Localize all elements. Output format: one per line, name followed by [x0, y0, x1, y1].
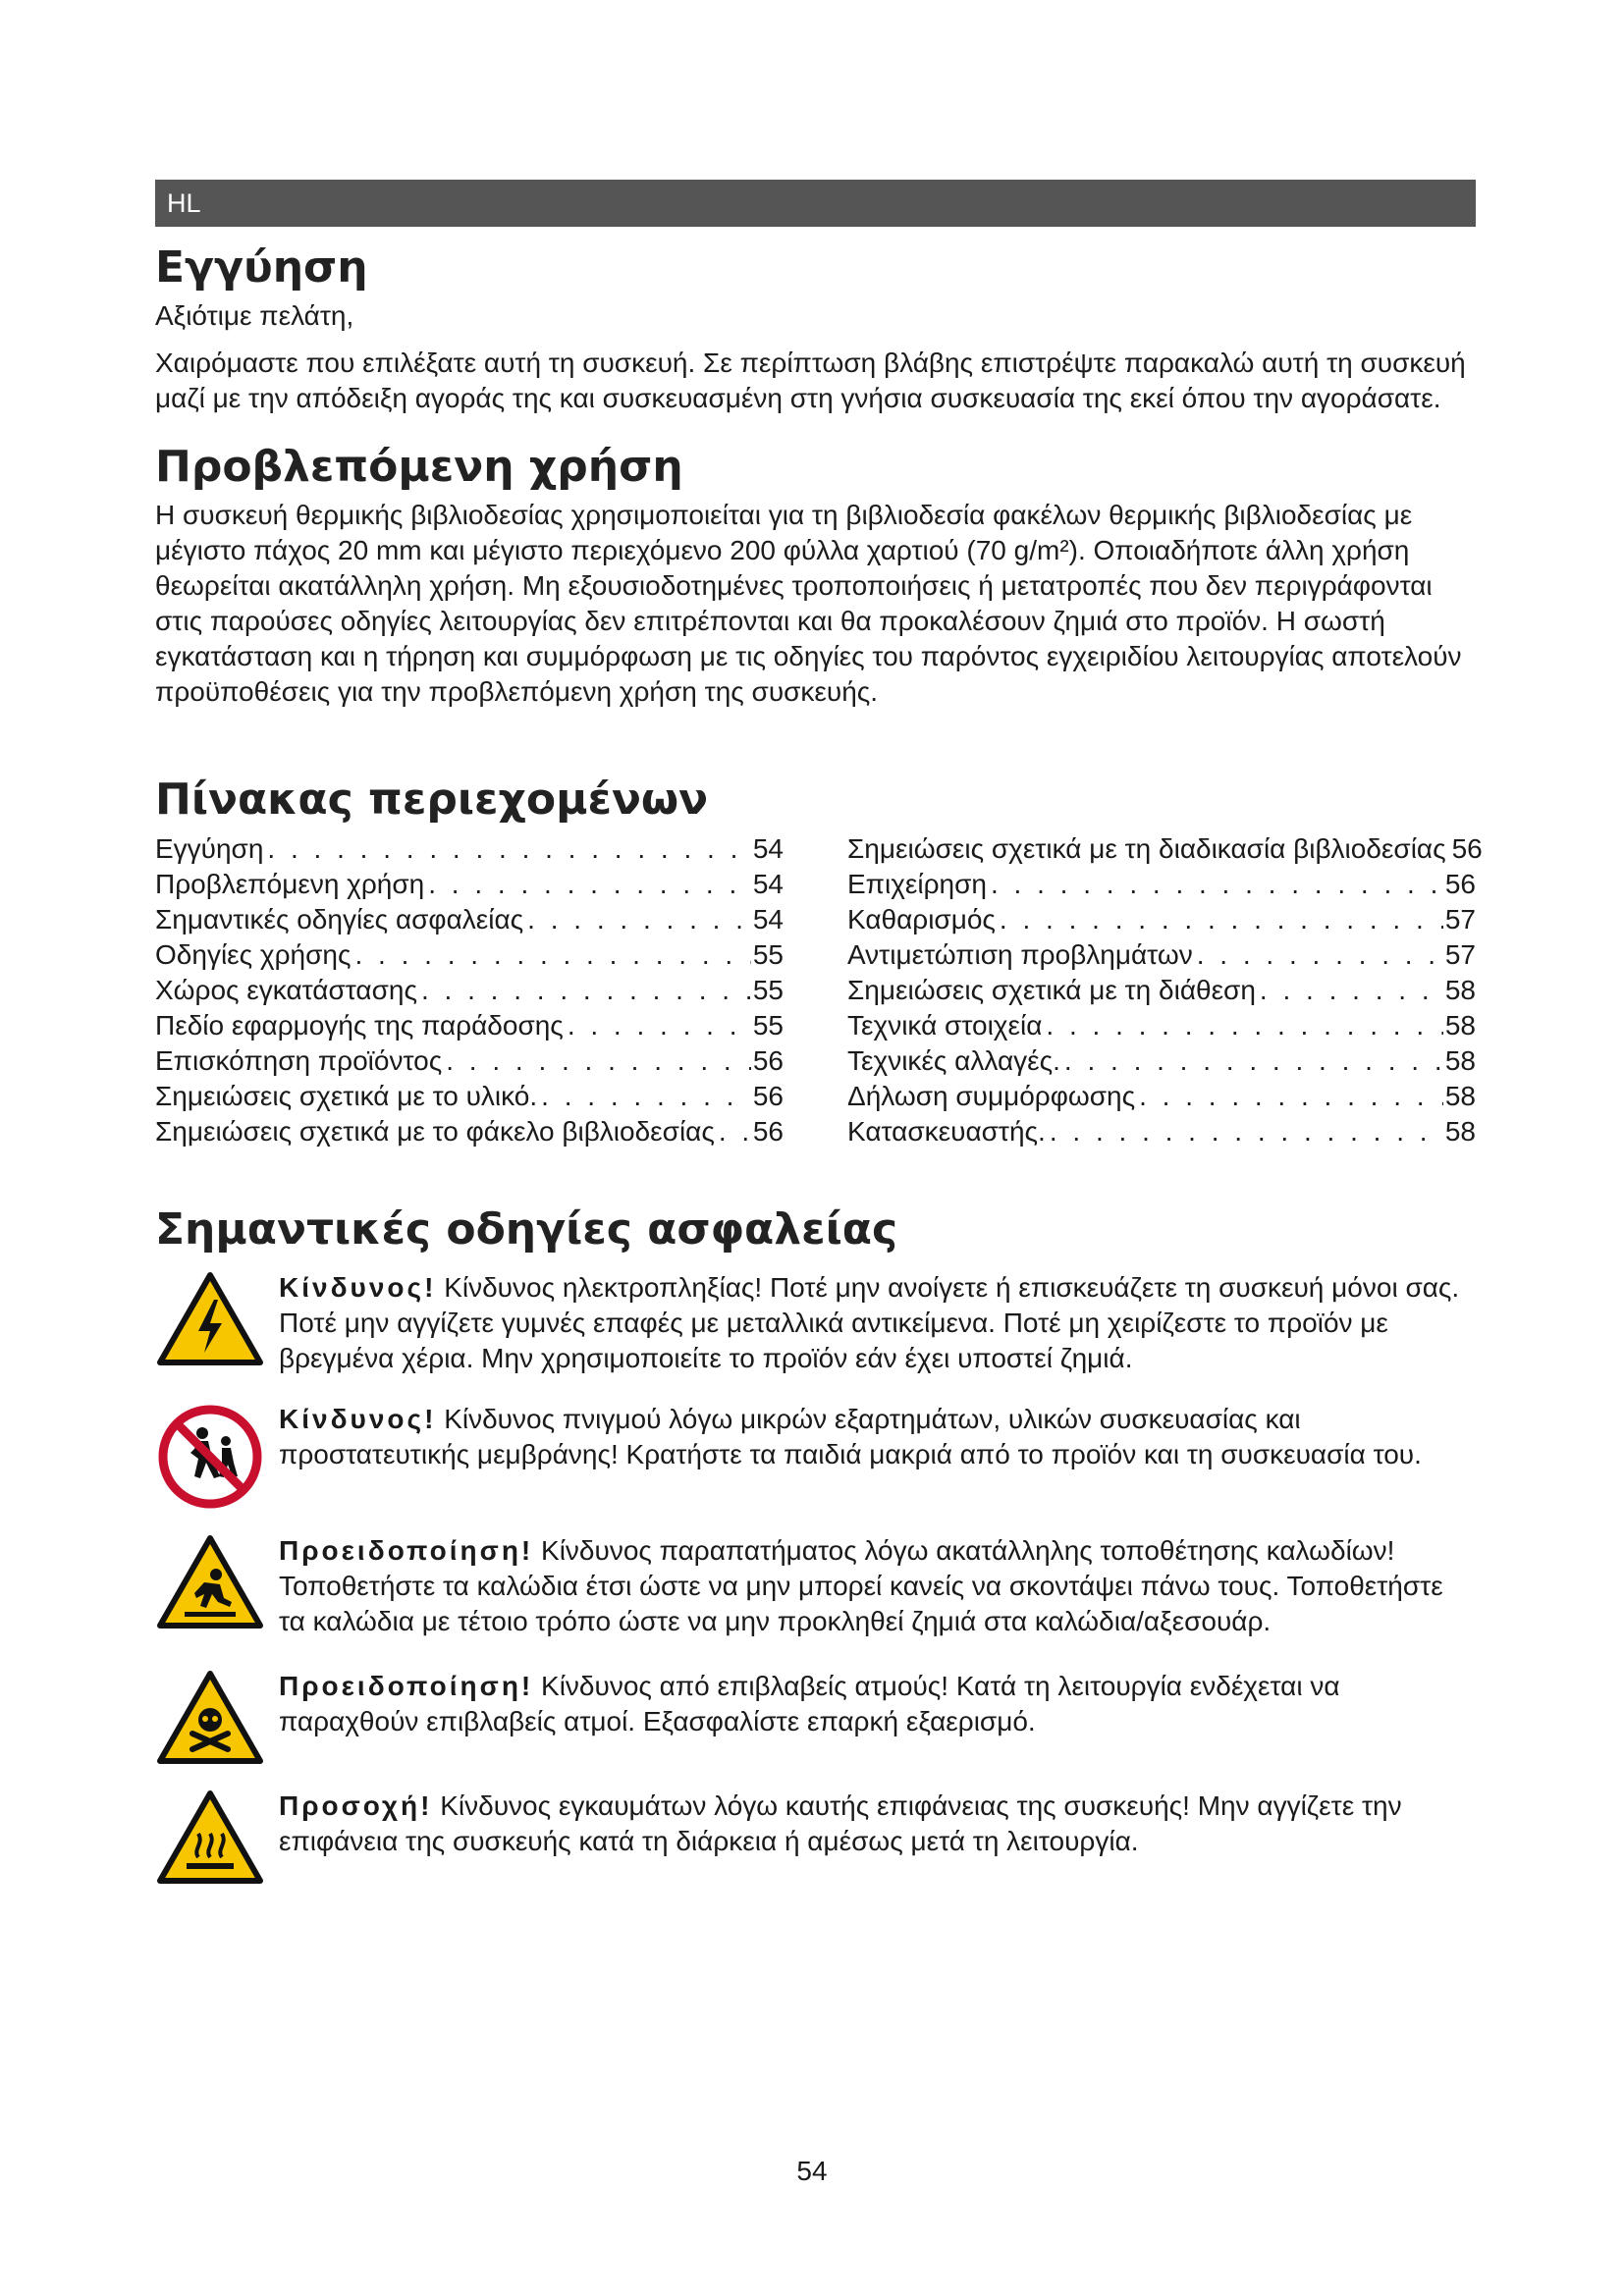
toc-leader	[424, 867, 751, 902]
warranty-text: Χαιρόμαστε που επιλέξατε αυτή τη συσκευή. Σε περίπτωση βλάβης επιστρέψτε παρακαλώ αυτή τη συσκευή μαζί με την απόδειξη αγοράς της και συσκευασμένη στη γνήσια συσκευασία της εκεί όπου την αγοράσατε.	[155, 347, 1466, 413]
warranty-heading: Εγγύηση	[155, 242, 368, 293]
toc-entry-title: Εγγύηση	[155, 833, 264, 865]
toc-leader	[1135, 1079, 1443, 1114]
toc-entry	[847, 867, 1476, 902]
warning-label: Προειδοποίηση!	[279, 1535, 534, 1567]
toc-entry-page: 56	[752, 1045, 784, 1077]
toc-entry	[155, 1008, 784, 1043]
toc-leader	[1046, 1114, 1443, 1149]
toc-entry	[155, 1114, 784, 1149]
warning-item	[155, 1533, 1476, 1639]
toc-entry-title: Τεχνικές αλλαγές.	[847, 1045, 1060, 1077]
toc-entry-page: 58	[1444, 975, 1476, 1006]
toc-leader	[351, 937, 750, 973]
toc-entry	[155, 902, 784, 937]
toc-entry	[847, 831, 1483, 867]
toc-leader	[1042, 1008, 1442, 1043]
toc-entry	[847, 1114, 1476, 1149]
warning-text: Κίνδυνος ηλεκτροπληξίας! Ποτέ μην ανοίγετε ή επισκευάζετε τη συσκευή μόνοι σας. Ποτέ μην αγγίζετε γυμνές επαφές με μεταλλικά αντικείμενα. Ποτέ μη χειρίζεστε το προϊόν με βρεγμένα χέρια. Μην χρησιμοποιείτε το προϊόν εάν έχει υποστεί ζημιά.	[279, 1272, 1460, 1374]
intended-use-heading: Προβλεπόμενη χρήση	[155, 441, 683, 492]
toc-entry-title: Πεδίο εφαρμογής της παράδοσης	[155, 1010, 564, 1041]
toc-entry-title: Τεχνικά στοιχεία	[847, 1010, 1043, 1041]
warning-item	[155, 1669, 1476, 1767]
warning-item	[155, 1402, 1476, 1512]
warning-label: Κίνδυνος!	[279, 1404, 437, 1435]
hot-surface-icon	[155, 1789, 265, 1887]
toc-entry-title: Προβλεπόμενη χρήση	[155, 869, 425, 900]
language-code: HL	[167, 188, 201, 218]
toc-entry	[847, 902, 1476, 937]
toc-entry	[155, 831, 784, 867]
manual-page	[155, 180, 1483, 1887]
toc-leader	[417, 973, 751, 1008]
toc-leader	[564, 1008, 751, 1043]
toc-entry-page: 56	[752, 1081, 784, 1112]
toc-entry-page: 55	[752, 939, 784, 971]
warning-label: Προειδοποίηση!	[279, 1671, 534, 1702]
toc-entry-title: Δήλωση συμμόρφωσης	[847, 1081, 1136, 1112]
toc-leader	[263, 831, 750, 867]
warning-label: Προσοχή!	[279, 1790, 433, 1822]
toc-entry-page: 54	[752, 904, 784, 935]
toc-leader	[996, 902, 1443, 937]
language-bar	[155, 180, 1476, 227]
toc-heading: Πίνακας περιεχομένων	[155, 774, 709, 825]
toc-entry-page: 55	[752, 975, 784, 1006]
toc-entry-title: Σημειώσεις σχετικά με τη διάθεση	[847, 975, 1256, 1006]
warning-text: Κίνδυνος από επιβλαβείς ατμούς! Κατά τη λειτουργία ενδέχεται να παραχθούν επιβλαβείς ατμοί. Εξασφαλίστε επαρκή εξαερισμό.	[279, 1671, 1340, 1737]
toc-entry-page: 58	[1444, 1081, 1476, 1112]
toc-leader	[1193, 937, 1443, 973]
toc-leader	[715, 1114, 751, 1149]
toc-right-column	[847, 831, 1483, 1149]
toc-leader	[442, 1043, 751, 1079]
toc-entry	[847, 1079, 1476, 1114]
safety-heading: Σημαντικές οδηγίες ασφαλείας	[155, 1204, 898, 1255]
toc-entry-page: 58	[1444, 1116, 1476, 1148]
toc-entry-title: Επιχείρηση	[847, 869, 987, 900]
toc-entry-title: Οδηγίες χρήσης	[155, 939, 352, 971]
toc-entry	[847, 937, 1476, 973]
warning-text: Κίνδυνος εγκαυμάτων λόγω καυτής επιφάνειας της συσκευής! Μην αγγίζετε την επιφάνεια της συσκευής κατά τη διάρκεια ή αμέσως μετά τη λειτουργία.	[279, 1790, 1402, 1857]
toc-entry-title: Καθαρισμός	[847, 904, 996, 935]
toc-entry-page: 58	[1444, 1010, 1476, 1041]
toc-entry	[155, 1043, 784, 1079]
toc-entry	[155, 867, 784, 902]
table-of-contents	[155, 831, 1483, 1149]
toc-entry-page: 54	[752, 833, 784, 865]
warning-item	[155, 1789, 1476, 1887]
toc-entry	[155, 973, 784, 1008]
page-number: 54	[796, 2156, 828, 2186]
toc-left-column	[155, 831, 784, 1149]
warning-item	[155, 1270, 1476, 1376]
toc-entry-title: Σημαντικές οδηγίες ασφαλείας	[155, 904, 524, 935]
toxic-fumes-icon	[155, 1669, 265, 1767]
toc-entry-title: Σημειώσεις σχετικά με το υλικό.	[155, 1081, 538, 1112]
warning-label: Κίνδυνος!	[279, 1272, 437, 1304]
toc-entry-title: Χώρος εγκατάστασης	[155, 975, 417, 1006]
toc-entry-page: 57	[1444, 904, 1476, 935]
toc-entry-page: 58	[1444, 1045, 1476, 1077]
toc-entry-page: 56	[1444, 869, 1476, 900]
toc-entry-page: 56	[752, 1116, 784, 1148]
toc-entry-page: 56	[1451, 833, 1483, 865]
toc-entry-title: Κατασκευαστής.	[847, 1116, 1046, 1148]
toc-entry-page: 57	[1444, 939, 1476, 971]
toc-entry-title: Σημειώσεις σχετικά με τη διαδικασία βιβλιοδεσίας	[847, 833, 1446, 865]
toc-entry	[847, 1008, 1476, 1043]
tripping-hazard-icon	[155, 1533, 265, 1631]
toc-entry	[847, 1043, 1476, 1079]
toc-entry	[155, 937, 784, 973]
toc-leader	[987, 867, 1443, 902]
greeting: Αξιότιμε πελάτη,	[155, 299, 354, 331]
toc-entry-title: Επισκόπηση προϊόντος	[155, 1045, 443, 1077]
electric-shock-icon	[155, 1270, 265, 1368]
warning-text: Κίνδυνος παραπατήματος λόγω ακατάλληλης τοποθέτησης καλωδίων! Τοποθετήστε τα καλώδια έτσι ώστε να μην μπορεί κανείς να σκοντάψει πάνω τους. Τοποθετήστε τα καλώδια με τέτοιο τρόπο ώστε να μην προκληθεί ζημιά στα καλώδια/αξεσουάρ.	[279, 1535, 1443, 1637]
toc-leader	[537, 1079, 751, 1114]
toc-leader	[1060, 1043, 1443, 1079]
intended-use-text: Η συσκευή θερμικής βιβλιοδεσίας χρησιμοποιείται για τη βιβλιοδεσία φακέλων θερμικής βιβλιοδεσίας με μέγιστο πάχος 20 mm και μέγιστο περιεχόμενο 200 φύλλα χαρτιού (70 g/m²). Οποιαδήποτε άλλη χρήση θεωρείται ακατάλληλη χρήση. Μη εξουσιοδοτημένες τροποποιήσεις ή μετατροπές που δεν περιγράφονται στις παρούσες οδηγίες λειτουργίας δεν επιτρέπονται και θα προκαλέσουν ζημιά στο προϊόν. Η σωστή εγκατάσταση και η τήρηση και συμμόρφωση με τις οδηγίες του παρόντος εγχειριδίου λειτουργίας αποτελούν προϋποθέσεις για την προβλεπόμενη χρήση της συσκευής.	[155, 499, 1462, 707]
toc-entry	[847, 973, 1476, 1008]
toc-entry	[155, 1079, 784, 1114]
warning-text: Κίνδυνος πνιγμού λόγω μικρών εξαρτημάτων, υλικών συσκευασίας και προστατευτικής μεμβράνης! Κρατήστε τα παιδιά μακριά από το προϊόν και τη συσκευασία του.	[279, 1404, 1422, 1470]
toc-entry-title: Αντιμετώπιση προβλημάτων	[847, 939, 1193, 971]
no-children-icon	[155, 1402, 265, 1512]
toc-entry-page: 54	[752, 869, 784, 900]
toc-leader	[523, 902, 751, 937]
toc-entry-title: Σημειώσεις σχετικά με το φάκελο βιβλιοδεσίας	[155, 1116, 715, 1148]
toc-entry-page: 55	[752, 1010, 784, 1041]
toc-leader	[1256, 973, 1443, 1008]
